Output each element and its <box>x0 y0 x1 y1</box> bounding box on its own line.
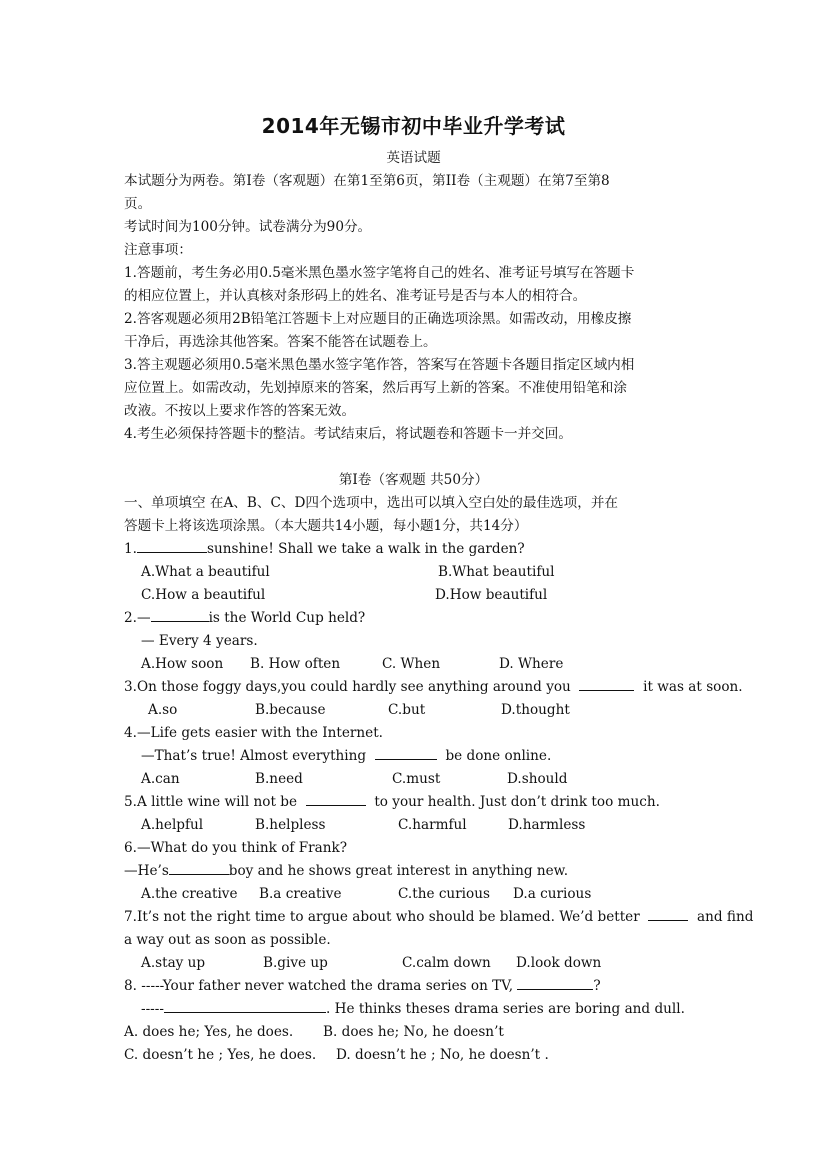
intro-line: 本试题分为两卷。第I卷（客观题）在第1至第6页，第II卷（主观题）在第7至第8 <box>124 173 610 189</box>
option-c: C.the curious <box>398 886 490 902</box>
option-b: B. How often <box>250 656 341 672</box>
question-4-line2 <box>141 746 551 766</box>
note-line: 改液。不按以上要求作答的答案无效。 <box>124 403 356 419</box>
option-b: B.What beautiful <box>438 564 555 580</box>
question-text: 3.On those foggy days,you could hardly see anything around you <box>124 679 571 695</box>
option-d: D. doesn’t he ; No, he doesn’t . <box>336 1047 549 1063</box>
question-reply: — Every 4 years. <box>141 633 258 649</box>
question-5 <box>124 792 724 812</box>
option-d: D.a curious <box>513 886 592 902</box>
option-d: D.harmless <box>508 817 586 833</box>
answer-blank <box>306 792 366 806</box>
section-instruction: 一、单项填空 在A、B、C、D四个选项中，选出可以填入空白处的最佳选项，并在 <box>124 495 619 511</box>
note-line: 2.答客观题必须用2B铅笔江答题卡上对应题目的正确选项涂黑。如需改动，用橡皮擦 <box>124 311 632 327</box>
option-b: B.because <box>255 702 326 718</box>
note-line: 的相应位置上，并认真核对条形码上的姓名、准考证号是否与本人的相符合。 <box>124 288 587 304</box>
question-8 <box>124 976 724 996</box>
question-text: ? <box>593 978 601 994</box>
option-b: B. does he; No, he doesn’t <box>323 1024 504 1040</box>
answer-blank <box>169 861 229 875</box>
question-2 <box>124 608 724 628</box>
note-line: 3.答主观题必须用0.5毫米黑色墨水签字笔作答，答案写在答题卡各题目指定区域内相 <box>124 357 635 373</box>
question-text: it was at soon. <box>643 679 743 695</box>
answer-blank <box>137 539 207 553</box>
question-text: sunshine! Shall we take a walk in the garden? <box>206 541 525 557</box>
intro-line: 注意事项： <box>124 242 192 258</box>
note-line: 干净后，再选涂其他答案。答案不能答在试题卷上。 <box>124 334 437 350</box>
question-4: 4.—Life gets easier with the Internet. <box>124 725 383 741</box>
question-number: 1. <box>124 541 137 557</box>
option-a: A.so <box>148 702 178 718</box>
page-title: 2014年无锡市初中毕业升学考试 <box>261 114 566 138</box>
answer-blank <box>648 907 688 921</box>
question-1 <box>124 539 724 559</box>
option-d: D. Where <box>499 656 564 672</box>
option-d: D.How beautiful <box>435 587 548 603</box>
answer-blank <box>164 999 326 1013</box>
option-c: C.calm down <box>402 955 491 971</box>
option-c: C.How a beautiful <box>141 587 266 603</box>
intro-line: 考试时间为100分钟。试卷满分为90分。 <box>124 219 372 235</box>
note-line: 应位置上。如需改动，先划掉原来的答案，然后再写上新的答案。不准使用铅笔和涂 <box>124 380 627 396</box>
option-d: D.should <box>507 771 568 787</box>
option-b: B.need <box>255 771 303 787</box>
question-text: boy and he shows great interest in anything new. <box>228 863 569 879</box>
note-line: 1.答题前，考生务必用0.5毫米黑色墨水签字笔将自己的姓名、准考证号填写在答题卡 <box>124 265 635 281</box>
option-c: C.harmful <box>398 817 467 833</box>
option-a: A.How soon <box>141 656 224 672</box>
option-a: A.What a beautiful <box>141 564 270 580</box>
option-a: A.helpful <box>141 817 204 833</box>
option-c: C. When <box>382 656 441 672</box>
option-a: A. does he; Yes, he does. <box>124 1024 294 1040</box>
question-text: ----- <box>141 1001 164 1017</box>
answer-blank <box>579 677 634 691</box>
option-d: D.look down <box>516 955 602 971</box>
question-text: and find <box>697 909 754 925</box>
question-text: 5.A little wine will not be <box>124 794 298 810</box>
question-text: is the World Cup held? <box>208 610 366 626</box>
option-c: C.but <box>388 702 426 718</box>
section-instruction: 答题卡上将该选项涂黑。（本大题共14小题，每小题1分，共14分） <box>124 518 528 534</box>
option-c: C. doesn’t he ; Yes, he does. <box>124 1047 317 1063</box>
intro-line: 页。 <box>124 196 152 212</box>
question-3 <box>124 677 743 697</box>
question-7 <box>124 907 754 927</box>
question-7-line2: a way out as soon as possible. <box>124 932 331 948</box>
question-number: 2.— <box>124 610 151 626</box>
option-c: C.must <box>392 771 441 787</box>
option-b: B.a creative <box>259 886 342 902</box>
option-a: A.stay up <box>141 955 206 971</box>
question-text: be done online. <box>445 748 552 764</box>
question-text: . He thinks theses drama series are boring and dull. <box>325 1001 685 1017</box>
question-text: 7.It’s not the right time to argue about who should be blamed. We’d better <box>124 909 640 925</box>
answer-blank <box>151 608 209 622</box>
question-text: —That’s true! Almost everything <box>141 748 367 764</box>
question-6-line2 <box>124 861 724 881</box>
answer-blank <box>375 746 437 760</box>
question-8-line2 <box>141 999 685 1019</box>
question-6: 6.—What do you think of Frank? <box>124 840 348 856</box>
page-subtitle: 英语试题 <box>386 150 441 166</box>
question-text: to your health. Just don’t drink too much. <box>374 794 660 810</box>
option-a: A.can <box>141 771 180 787</box>
answer-blank <box>517 976 593 990</box>
note-line: 4.考生必须保持答题卡的整洁。考试结束后，将试题卷和答题卡一并交回。 <box>124 426 572 442</box>
question-text: —He’s <box>124 863 169 879</box>
option-b: B.helpless <box>255 817 326 833</box>
option-b: B.give up <box>263 955 328 971</box>
question-text: 8. -----Your father never watched the drama series on TV, <box>124 978 514 994</box>
section-title: 第I卷（客观题 共50分） <box>338 472 489 488</box>
option-d: D.thought <box>501 702 570 718</box>
option-a: A.the creative <box>141 886 238 902</box>
